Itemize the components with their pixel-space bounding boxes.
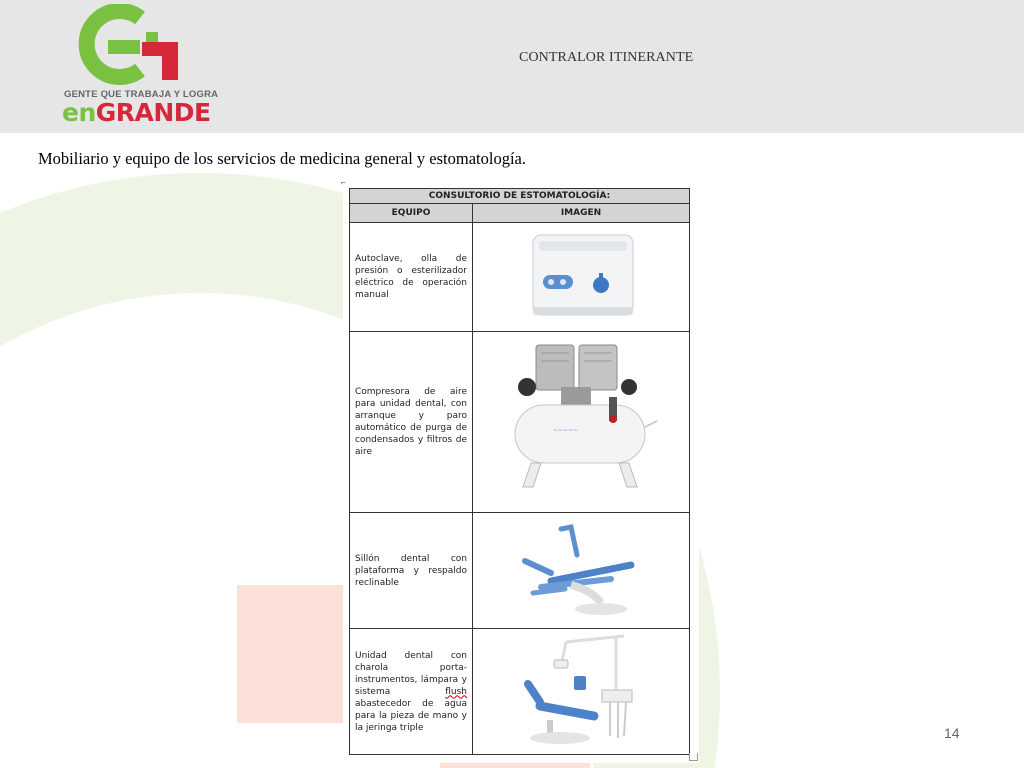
svg-text:~~~~~: ~~~~~ <box>553 427 579 434</box>
slide-title: Mobiliario y equipo de los servicios de medicina general y estomatología. <box>38 149 526 168</box>
equipment-description-part: abastecedor de agua para la pieza de mano y la jeringa triple <box>355 698 467 733</box>
logo-g-icon <box>58 4 218 92</box>
table-row <box>350 513 690 629</box>
equipment-image-cell <box>473 223 690 332</box>
table-title: CONSULTORIO DE ESTOMATOLOGÍA: <box>350 189 690 204</box>
logo-wordmark <box>62 98 211 127</box>
equipment-description <box>350 629 473 755</box>
equipment-table <box>349 188 690 755</box>
logo <box>58 4 219 127</box>
air-compressor-icon <box>501 337 661 507</box>
dental-chair-icon <box>511 521 651 621</box>
header-title: CONTRALOR ITINERANTE <box>519 50 694 65</box>
equipment-image-cell <box>473 513 690 629</box>
equipment-description-part: Unidad dental con charola porta-instrumentos, lámpara y sistema <box>355 650 467 697</box>
column-header-imagen: IMAGEN <box>473 204 690 223</box>
dental-unit-icon <box>506 632 656 752</box>
logo-word-en: en <box>62 98 96 127</box>
equipment-description: Autoclave, olla de presión o esterilizador eléctrico de operación manual <box>350 223 473 332</box>
logo-word-grande: GRANDE <box>95 98 211 127</box>
header-banner <box>0 0 1024 133</box>
document-image <box>341 178 699 763</box>
page-number: 14 <box>944 725 960 741</box>
autoclave-icon <box>521 227 641 327</box>
table-row <box>350 629 690 755</box>
end-mark <box>689 753 698 761</box>
table-row <box>350 332 690 513</box>
column-header-equipo: EQUIPO <box>350 204 473 223</box>
equipment-image-cell <box>473 629 690 755</box>
corner-mark: ⌐ <box>341 178 346 187</box>
equipment-description: Sillón dental con plataforma y respaldo reclinable <box>350 513 473 629</box>
equipment-image-cell <box>473 332 690 513</box>
equipment-description-flush: flush <box>445 686 467 697</box>
logo-tagline: GENTE QUE TRABAJA Y LOGRA <box>64 89 219 100</box>
table-row <box>350 223 690 332</box>
equipment-description: Compresora de aire para unidad dental, con arranque y paro automático de purga de condensados y filtros de aire <box>350 332 473 513</box>
